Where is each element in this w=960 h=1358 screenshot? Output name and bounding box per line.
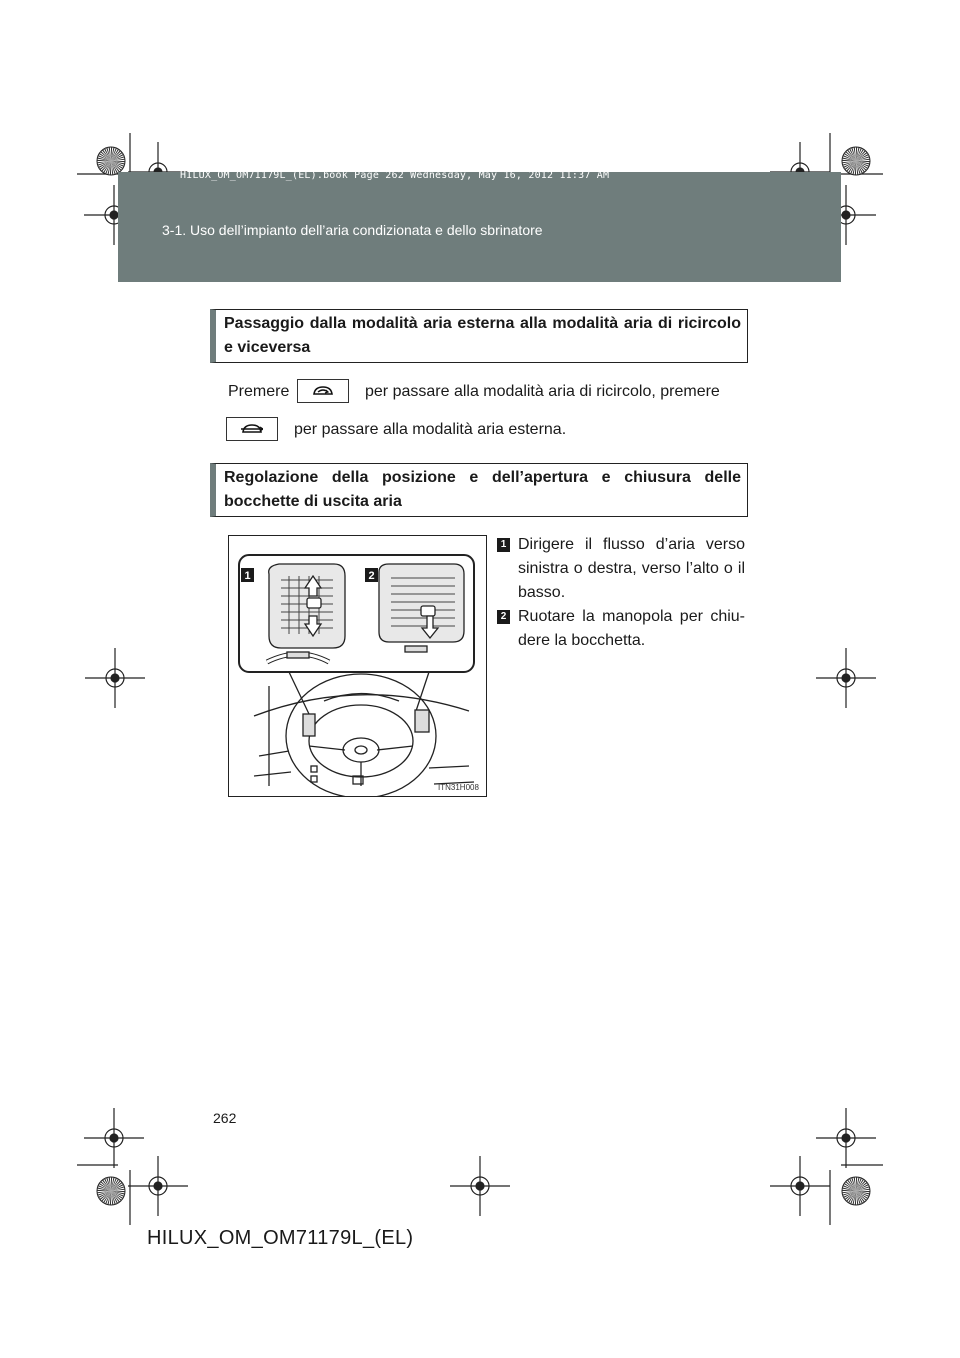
section-title: 3-1. Uso dell’impianto dell’aria condizionata e dello sbrinatore: [162, 222, 543, 238]
footer-code: HILUX_OM_OM71179L_(EL): [147, 1227, 414, 1249]
body-text-outside: per passare alla modalità aria esterna.: [294, 421, 567, 438]
outside-air-icon: [241, 422, 263, 436]
step-text: Ruotare la manopola per chiu-dere la bocchetta.: [518, 608, 745, 649]
heading-text: Passaggio dalla modalità aria esterna alla modalità aria di ricircolo e viceversa: [224, 315, 741, 356]
sunburst-mark: [842, 1177, 870, 1205]
crosshair-mark: [450, 1156, 510, 1216]
step-text: Dirigere il flusso d’aria verso sinistra o destra, verso l’alto o il basso.: [518, 536, 745, 601]
recirculation-icon: [312, 384, 334, 398]
callout-number-1: 1: [244, 570, 251, 582]
callout-number-2: 2: [368, 570, 375, 582]
step-1: [497, 533, 745, 605]
crosshair-mark: [84, 1108, 144, 1168]
crosshair-mark: [85, 648, 145, 708]
step-number: 2: [497, 610, 510, 624]
step-number: 1: [497, 538, 510, 552]
crosshair-mark: [770, 1156, 830, 1216]
recirculation-button[interactable]: [297, 379, 349, 403]
sunburst-mark: [97, 147, 125, 175]
figure-code: ITN31H008: [438, 783, 479, 792]
crosshair-mark: [816, 648, 876, 708]
file-stamp: HILUX_OM_OM71179L_(EL).book Page 262 Wednesday, May 16, 2012 11:37 AM: [180, 170, 610, 181]
body-text-premere: Premere: [228, 383, 290, 400]
heading-text: Regolazione della posizione e dell’apertura e chiusura delle bocchette di uscita aria: [224, 469, 741, 510]
heading-vent-adjustment: [210, 463, 748, 517]
sunburst-mark: [97, 1177, 125, 1205]
page-number: 262: [213, 1110, 237, 1126]
step-2: [497, 605, 745, 653]
vent-illustration: [228, 535, 487, 797]
outside-air-button[interactable]: [226, 417, 278, 441]
heading-recirculation-mode: [210, 309, 748, 363]
crosshair-mark: [128, 1156, 188, 1216]
sunburst-mark: [842, 147, 870, 175]
dashboard-vents-drawing: [229, 536, 486, 796]
body-text-recirc: per passare alla modalità aria di ricircolo, premere: [365, 383, 720, 400]
crosshair-mark: [816, 1108, 876, 1168]
